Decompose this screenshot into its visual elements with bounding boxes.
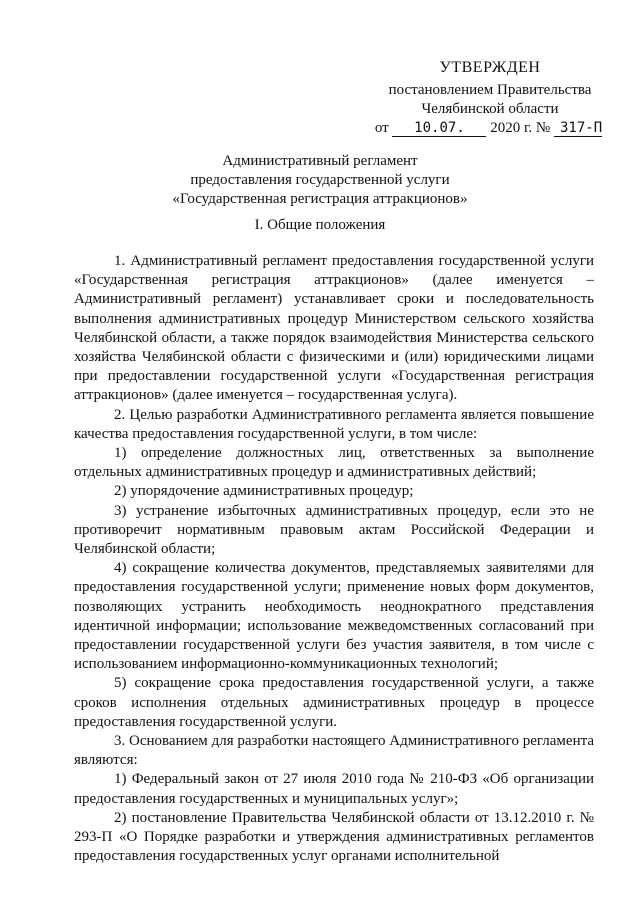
- title-line-2: предоставления государственной услуги: [190, 172, 450, 188]
- paragraph: 2. Целью разработки Административного регламента является повышение качества предоставления государственной услуги, в том числе:: [74, 406, 594, 442]
- approval-heading: УТВЕРЖДЕН: [439, 59, 541, 76]
- approval-year: 2020 г. №: [490, 120, 551, 136]
- paragraph: 1. Административный регламент предоставления государственной услуги «Государственная регистрация аттракционов» (далее именуется – Административный регламент) устанавливает сроки и последовательность выполнения административных процедур Министерством сельского хозяйства Челябинской области, а также порядок взаимодействия Министерства сельского хозяйства Челябинской области с физическими и (или) юридическими лицами при предоставлении государственной услуги «Государственная регистрация аттракционов» (далее именуется – государственная услуга).: [74, 253, 594, 404]
- approval-stamp: [370, 58, 610, 138]
- approval-date-line: [370, 119, 610, 138]
- approval-line-1: постановлением Правительства: [388, 82, 592, 98]
- paragraph: 5) сокращение срока предоставления государственной услуги, а также сроков исполнения отдельных административных процедур в процессе предоставления государственной услуги.: [74, 675, 594, 730]
- paragraph: 1) определение должностных лиц, ответственных за выполнение отдельных административных процедур и административных действий;: [74, 445, 594, 481]
- document-body: [74, 252, 594, 867]
- approval-line-2: Челябинской области: [421, 101, 559, 117]
- paragraph: 1) Федеральный закон от 27 июля 2010 года № 210-ФЗ «Об организации предоставления государственных и муниципальных услуг»;: [74, 771, 594, 807]
- paragraph: 3) устранение избыточных административных процедур, если это не противоречит нормативным правовым актам Российской Федерации и Челябинской области;: [74, 502, 594, 558]
- document-title: [120, 152, 520, 209]
- paragraph: 4) сокращение количества документов, представляемых заявителями для предоставления государственной услуги; применение новых форм документов, позволяющих устранить необходимость неоднократного представления идентичной информации; использование межведомственных согласований при предоставлении государственной услуги без участия заявителя, в том числе с использованием информационно-коммуникационных технологий;: [74, 560, 594, 673]
- paragraph: 3. Основанием для разработки настоящего Административного регламента являются:: [74, 733, 594, 769]
- paragraph: 2) упорядочение административных процедур;: [114, 483, 414, 500]
- title-line-1: Административный регламент: [222, 153, 418, 169]
- title-line-3: «Государственная регистрация аттракционов»: [172, 191, 468, 207]
- paragraph: 2) постановление Правительства Челябинской области от 13.12.2010 г. № 293-П «О Порядке разработки и утверждения административных регламентов предоставления государственных услуг органами исполнительной: [74, 809, 594, 865]
- section-heading: I. Общие положения: [254, 217, 386, 233]
- approval-prefix: от: [374, 120, 389, 136]
- handwritten-date: 10.07.: [392, 121, 486, 137]
- handwritten-number: 317-П: [554, 121, 602, 137]
